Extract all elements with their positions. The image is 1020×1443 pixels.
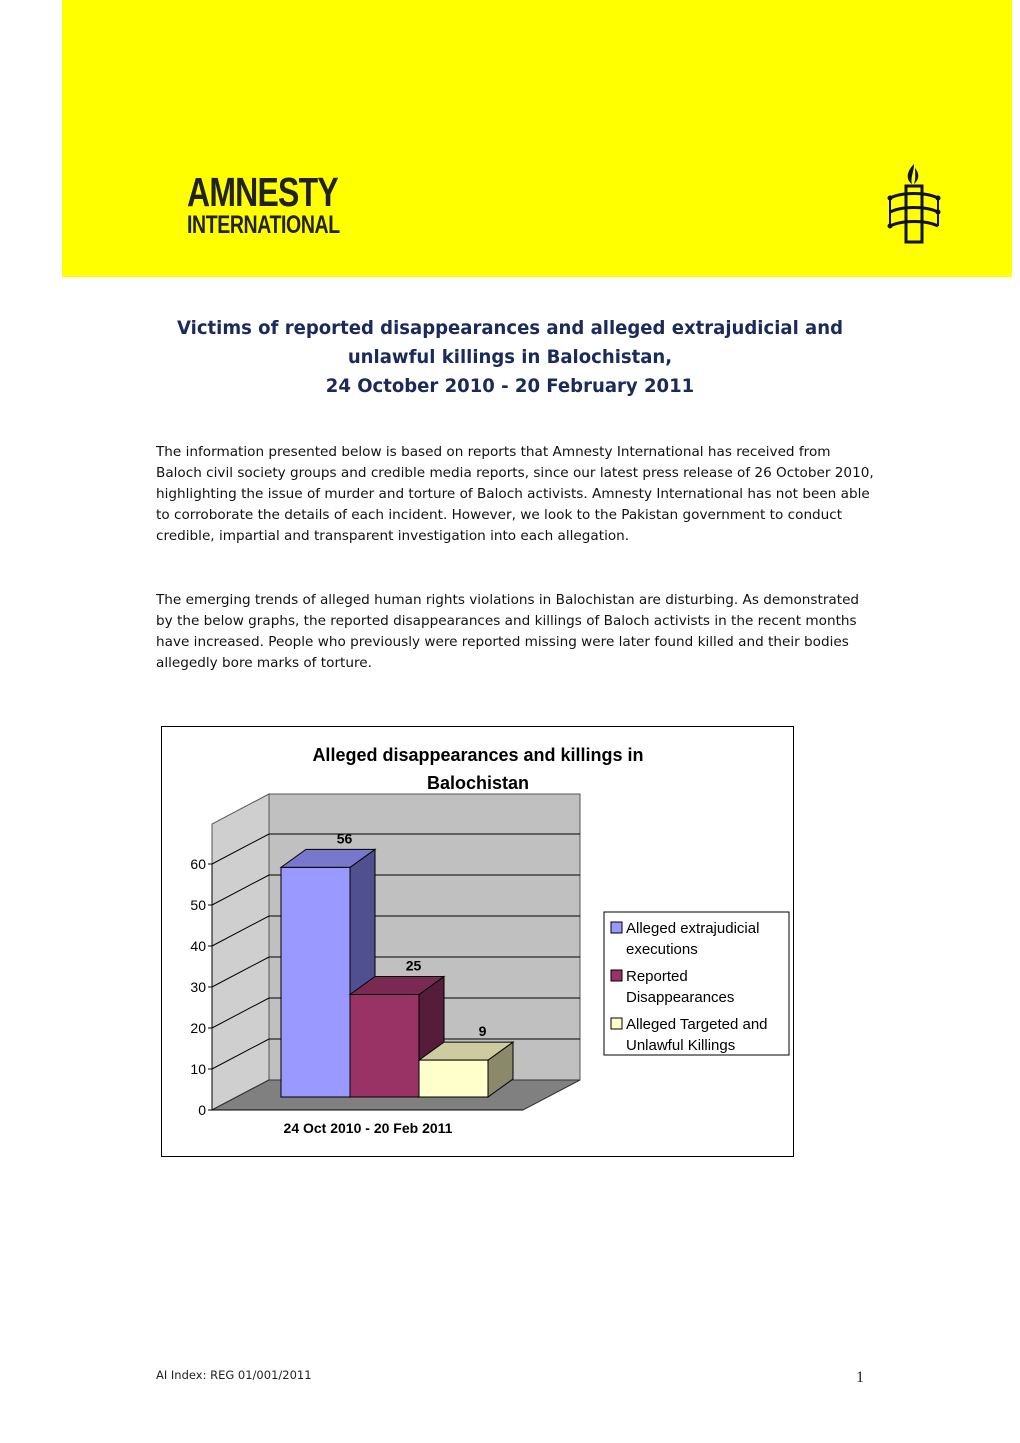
chart-container (161, 726, 794, 1157)
bar-chart (162, 727, 795, 1158)
bar-data-label: 9 (478, 1023, 487, 1040)
chart-side-wall (212, 794, 269, 1110)
x-category-label: 24 Oct 2010 - 20 Feb 2011 (283, 1120, 453, 1136)
y-tick-label: 50 (190, 897, 206, 913)
legend-label-line-1: Reported (626, 968, 688, 985)
y-tick-label: 20 (190, 1020, 206, 1036)
legend-label-line-1: Alleged extrajudicial (626, 920, 760, 937)
bar-data-label: 56 (336, 830, 353, 847)
legend-label-line-1: Alleged Targeted and (626, 1016, 768, 1033)
legend-label-line-2: Disappearances (626, 989, 735, 1006)
legend-swatch (611, 922, 622, 933)
bar (350, 995, 419, 1098)
y-tick-label: 30 (190, 979, 206, 995)
y-tick-label: 0 (198, 1102, 206, 1118)
legend-swatch (611, 970, 622, 981)
bar-data-label: 25 (405, 957, 422, 974)
trends-paragraph: The emerging trends of alleged human rights violations in Balochistan are disturbing. As demonstrated by the below graphs, the reported disappearances and killings of Baloch activists in the recent months have increased. People who previously were reported missing were later found killed and their bodies allegedly bore marks of torture. (156, 592, 860, 671)
logo-line-amnesty: AMNESTY (187, 169, 338, 215)
bar (419, 1060, 488, 1097)
bar (281, 867, 350, 1097)
legend-label-line-2: Unlawful Killings (626, 1037, 736, 1054)
candle-barbed-wire-icon (884, 162, 944, 248)
y-tick-label: 40 (190, 938, 206, 954)
title-line-1: Victims of reported disappearances and alleged extrajudicial and (176, 317, 843, 339)
document-title (130, 314, 890, 401)
page-number: 1 (856, 1369, 864, 1386)
title-line-3: 24 October 2010 - 20 February 2011 (325, 375, 695, 397)
chart-title-line-1: Alleged disappearances and killings in (312, 745, 644, 765)
y-tick-label: 60 (190, 856, 206, 872)
logo-line-international: INTERNATIONAL (187, 211, 340, 239)
legend-swatch (611, 1018, 622, 1029)
intro-paragraph: The information presented below is based on reports that Amnesty International has received from Baloch civil society groups and credible media reports, since our latest press release of 26 October 2010, highlighting the issue of murder and torture of Baloch activists. Amnesty International has not been able to corroborate the details of each incident. However, we look to the Pakistan government to conduct credible, impartial and transparent investigation into each allegation. (156, 444, 874, 544)
legend-label-line-2: executions (626, 941, 698, 958)
chart-title-line-2: Balochistan (426, 773, 530, 793)
title-line-2: unlawful killings in Balochistan, (347, 346, 673, 368)
amnesty-logo (187, 169, 383, 239)
y-tick-label: 10 (190, 1061, 206, 1077)
ai-index: AI Index: REG 01/001/2011 (156, 1368, 312, 1382)
